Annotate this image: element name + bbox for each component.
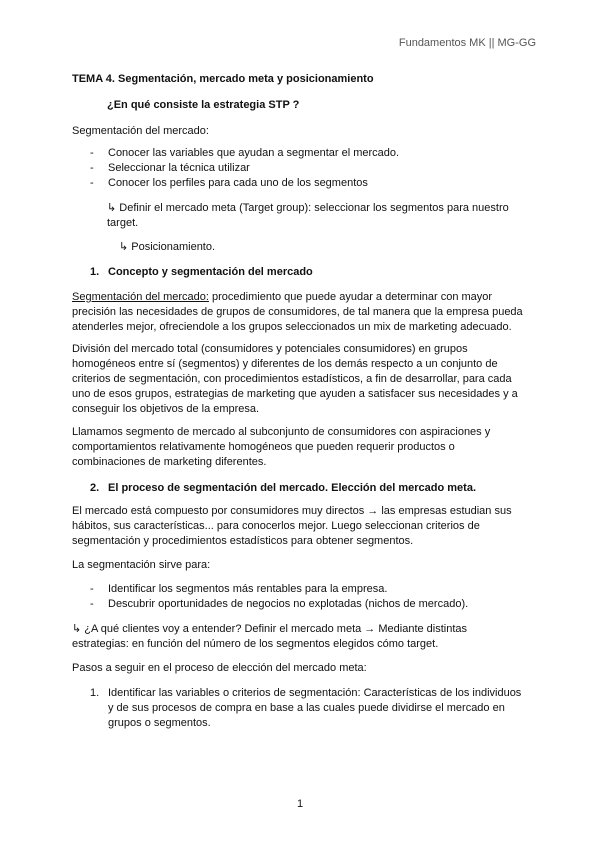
market-line3: segmentación y procedimientos estadísticos para obtener segmentos.: [72, 535, 414, 547]
division-line3: criterios de segmentación, con procedimientos estadísticos, a fin de desarrollar, para cada: [72, 373, 512, 385]
segment-def-line3: combinaciones de marketing diferentes.: [72, 456, 267, 468]
chapter-title: TEMA 4. Segmentación, mercado meta y posicionamiento: [72, 73, 374, 85]
segmentation-label: Segmentación del mercado:: [72, 125, 209, 137]
page-number: 1: [296, 798, 304, 810]
division-line4: uno de esos grupos, estrategias de marketing que ayuden a satisfacer sus necesidades y a: [72, 388, 518, 400]
market-line2: hábitos, sus características... para conocerlos mejor. Luego seleccionan criterios de: [72, 520, 480, 532]
division-line1: División del mercado total (consumidores y potenciales consumidores) en grupos: [72, 343, 468, 355]
division-line2: homogéneos entre sí (segmentos) y diferentes de los demás respecto a un conjunto de: [72, 358, 498, 370]
stp-question: ¿En qué consiste la estrategia STP ?: [107, 99, 300, 111]
sub-arrow-target-line2: target.: [107, 217, 139, 229]
defined-term: Segmentación del mercado:: [72, 291, 209, 303]
definition-line1: Segmentación del mercado: procedimiento que puede ayudar a determinar con mayor: [72, 291, 493, 303]
target-question-line1: ↳ ¿A qué clientes voy a entender? Definir el mercado meta → Mediante distintas: [72, 623, 468, 635]
segment-def-line1: Llamamos segmento de mercado al subconjunto de consumidores con aspiraciones y: [72, 426, 491, 438]
section-2-heading: 2. El proceso de segmentación del mercado. Elección del mercado meta.: [90, 482, 477, 494]
segment-def-line2: comportamientos relativamente homogéneos que pueden requerir productos o: [72, 441, 455, 453]
document-page: Fundamentos MK || MG-GG TEMA 4. Segmentación, mercado meta y posicionamiento ¿En qué consiste la estrategia STP ? Segmentación del mercado: - Conocer las variables que ayudan a segmentar el mercado. - Seleccionar la técnica utilizar - Conocer los perfiles para cada uno de los segmentos ↳ Definir el mercado meta (Target group): seleccionar los segmentos para nuestro target. ↳ Posicionamiento. 1. Concepto y segmentación del mercado Segmentación del mercado: procedimiento que puede ayudar a determinar con mayor precisión las necesidades de grupos de consumidores, de tal manera que la empresa pueda atenderles mejor, ofreciendole a los grupos seleccionados un mix de marketing adecuado. División del mercado total (consumidores y potenciales consumidores) en grupos homogéneos entre sí (segmentos) y diferentes de los demás respecto a un conjunto de criterios de segmentación, con procedimientos estadísticos, a fin de desarrollar, para cada uno de esos grupos, estrategias de marketing que ayuden a satisfacer sus necesidades y a conseguir los objetivos de la empresa. Llamamos segmento de mercado al subconjunto de consumidores con aspiraciones y comportamientos relativamente homogéneos que pueden requerir productos o combinaciones de marketing diferentes. 2. El proceso de segmentación del mercado. Elección del mercado meta. El mercado está compuesto por consumidores muy directos → las empresas estudian sus hábitos, sus características... para conocerlos mejor. Luego seleccionan criterios de segmentación y procedimientos estadísticos para obtener segmentos. La segmentación sirve para: - Identificar los segmentos más rentables para la empresa. - Descubrir oportunidades de negocios no explotadas (nichos de mercado). ↳ ¿A qué clientes voy a entender? Definir el mercado meta → Mediante distintas estrategias: en función del número de los segmentos elegidos cómo target. Pasos a seguir en el proceso de elección del mercado meta: 1. Identificar las variables o criterios de segmentación: Características de los individuos y de sus procesos de compra en base a las cuales puede dividirse el mercado en grupos o segmentos. 1: [0, 0, 600, 848]
market-line1: El mercado está compuesto por consumidores muy directos → las empresas estudian sus: [72, 505, 512, 517]
definition-line2: precisión las necesidades de grupos de consumidores, de tal manera que la empresa pueda: [72, 306, 523, 318]
sub-arrow-positioning: ↳ Posicionamiento.: [119, 241, 216, 253]
sub-arrow-target-line1: ↳ Definir el mercado meta (Target group): seleccionar los segmentos para nuestro: [107, 202, 509, 214]
purpose-intro: La segmentación sirve para:: [72, 559, 211, 571]
section-1-heading: 1. Concepto y segmentación del mercado: [90, 266, 313, 278]
target-question-line2: estrategias: en función del número de los segmentos elegidos cómo target.: [72, 638, 439, 650]
running-header: Fundamentos MK || MG-GG: [398, 37, 536, 49]
steps-intro: Pasos a seguir en el proceso de elección del mercado meta:: [72, 662, 367, 674]
division-line5: conseguir los objetivos de la empresa.: [72, 403, 260, 415]
definition-line3: atenderles mejor, ofreciendole a los grupos seleccionados un mix de marketing adecuado.: [72, 321, 512, 333]
